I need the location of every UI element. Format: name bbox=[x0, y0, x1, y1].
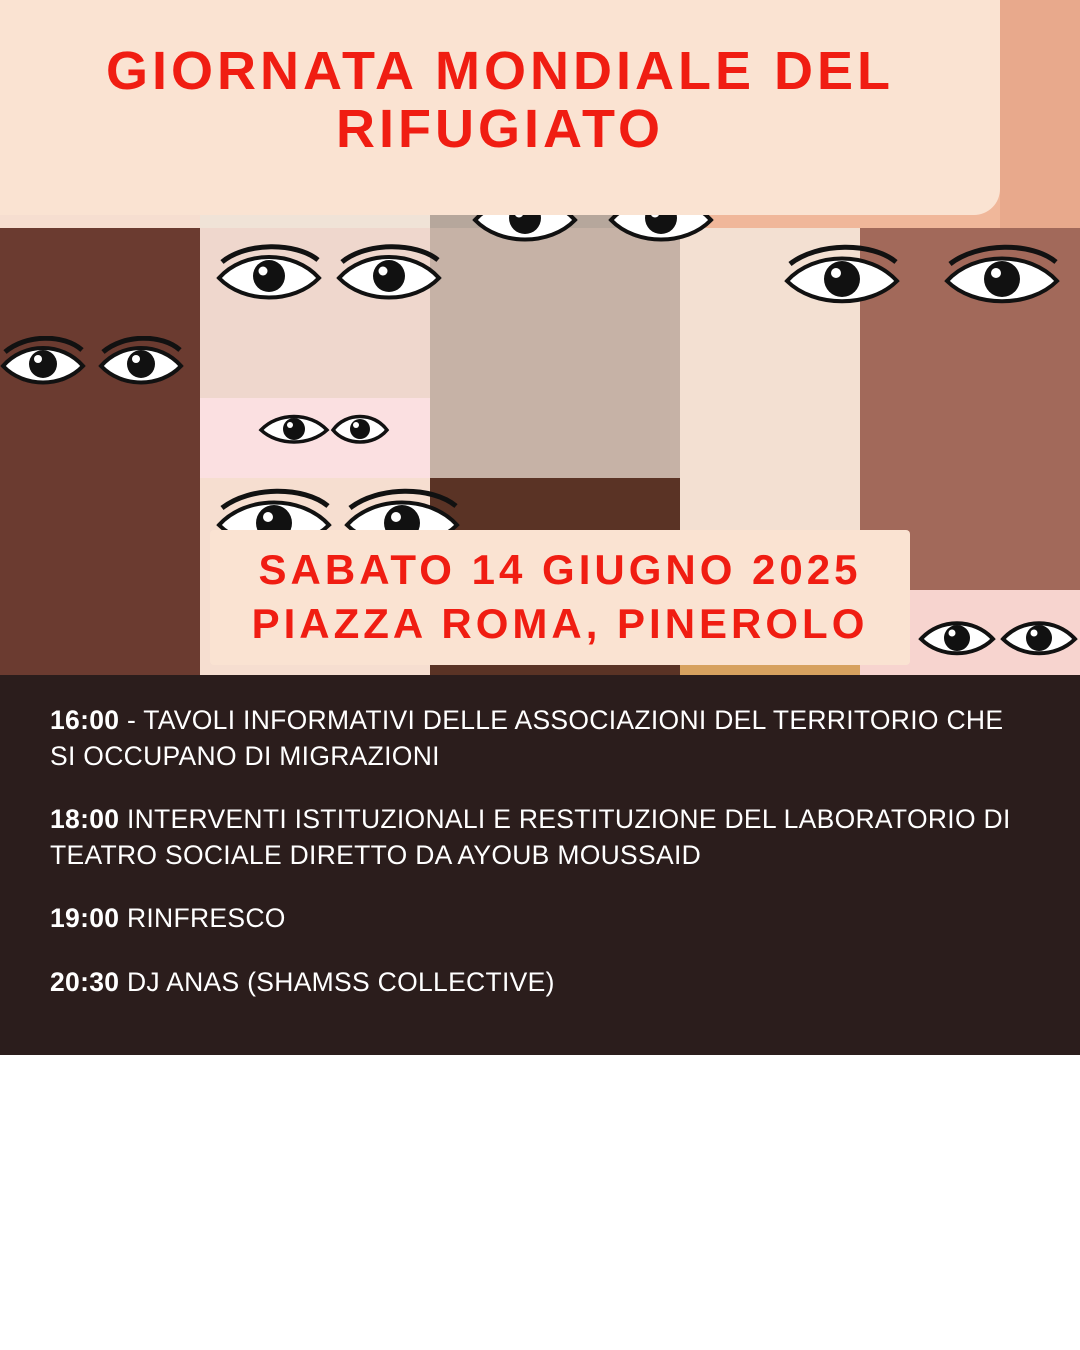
program-time: 18:00 bbox=[50, 804, 120, 834]
program-item bbox=[50, 802, 1030, 873]
date-line-2: PIAZZA ROMA, PINEROLO bbox=[251, 599, 869, 647]
program-text: - TAVOLI INFORMATIVI DELLE ASSOCIAZIONI DEL TERRITORIO CHE SI OCCUPANO DI MIGRAZIONI bbox=[50, 705, 1004, 771]
event-date-location bbox=[210, 543, 910, 651]
program-time: 20:30 bbox=[50, 966, 120, 997]
eye-icon bbox=[942, 244, 1062, 314]
program-time: 16:00 bbox=[50, 705, 120, 735]
tile bbox=[1000, 0, 1080, 228]
program-item bbox=[50, 703, 1030, 774]
eye-icon bbox=[782, 244, 902, 314]
program-item bbox=[50, 965, 1030, 1001]
tile bbox=[0, 458, 200, 675]
program-schedule bbox=[0, 675, 1080, 1055]
program-text: RINFRESCO bbox=[119, 903, 286, 933]
eye-icon bbox=[1000, 612, 1078, 662]
date-line-1: SABATO 14 GIUGNO 2025 bbox=[258, 546, 862, 593]
eye-icon bbox=[214, 244, 324, 308]
eye-icon bbox=[98, 336, 184, 392]
program-text: DJ ANAS (SHAMSS COLLECTIVE) bbox=[119, 966, 555, 997]
title-line-2: RIFUGIATO bbox=[336, 99, 664, 160]
title-line-1: GIORNATA MONDIALE DEL bbox=[106, 41, 894, 101]
eye-icon bbox=[0, 336, 86, 392]
eye-icon bbox=[918, 612, 996, 662]
eye-icon bbox=[334, 244, 444, 308]
page-title bbox=[0, 42, 1000, 159]
eye-icon bbox=[258, 406, 330, 450]
program-text: INTERVENTI ISTITUZIONALI E RESTITUZIONE DEL LABORATORIO DI TEATRO SOCIALE DIRETTO DA AYOUB MOUSSAID bbox=[50, 804, 1011, 870]
program-item bbox=[50, 901, 1030, 937]
tile bbox=[430, 228, 680, 478]
sponsor-logos-area bbox=[0, 1055, 1080, 1350]
program-time: 19:00 bbox=[50, 903, 120, 933]
eye-icon bbox=[330, 406, 390, 450]
